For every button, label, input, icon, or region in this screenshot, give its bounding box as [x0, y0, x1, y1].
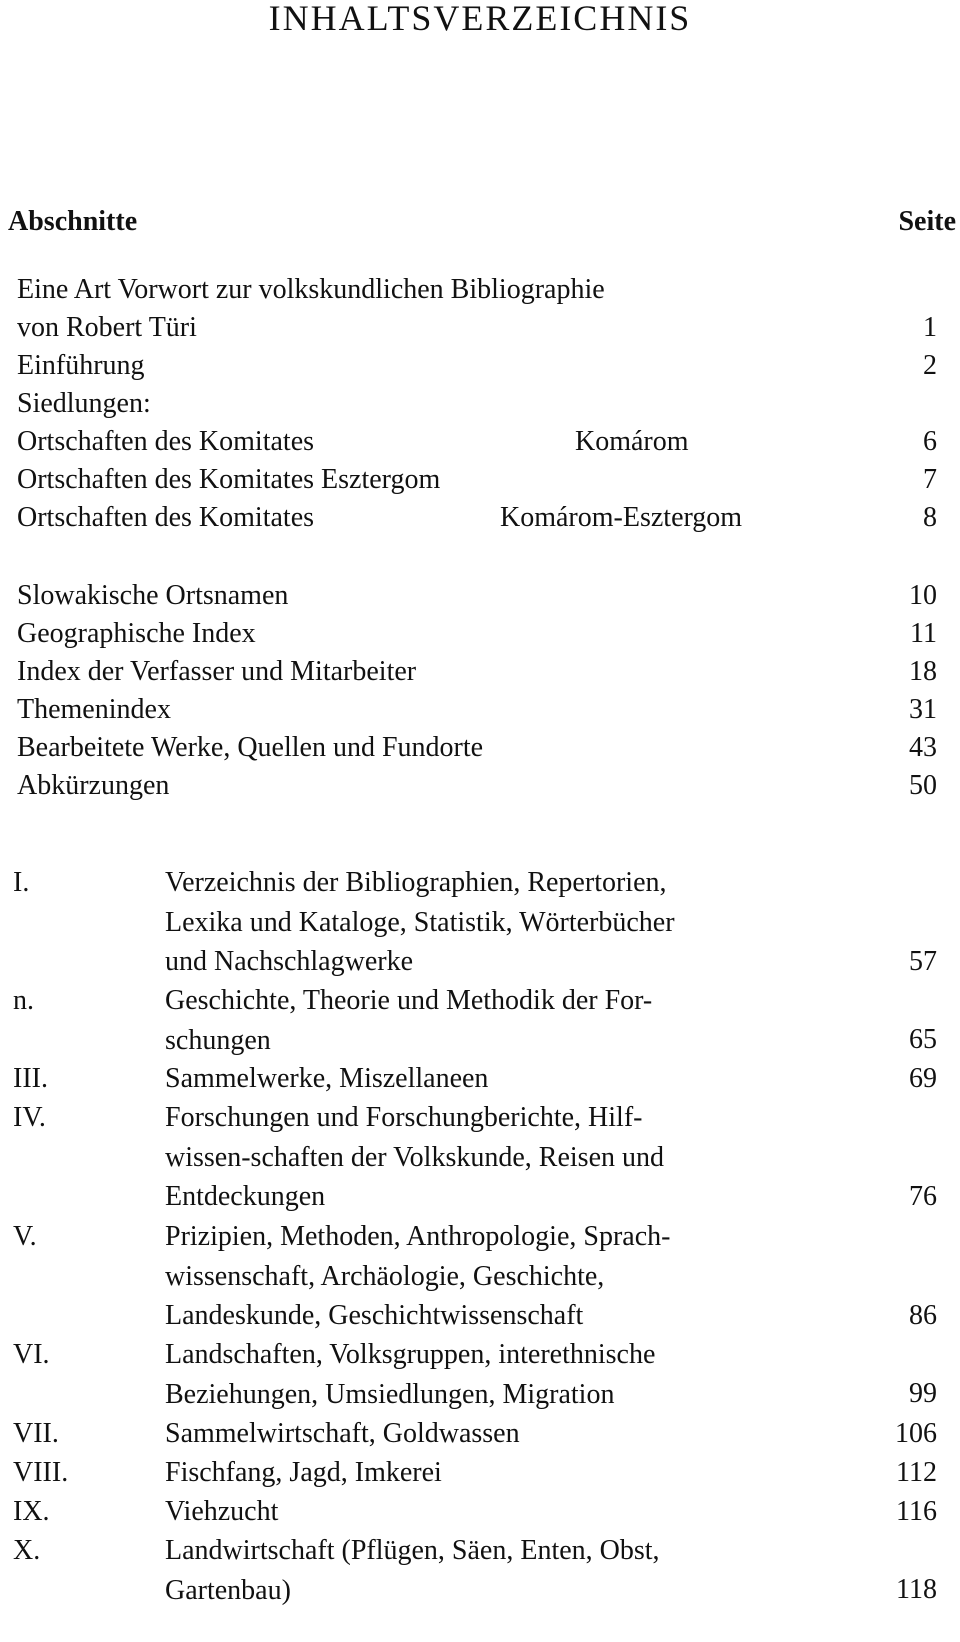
section-title-line: Forschungen und Forschungberichte, Hilf- — [165, 1102, 643, 1133]
toc-entry-page: 10 — [909, 580, 937, 611]
toc-entry-text: Index der Verfasser und Mitarbeiter — [17, 656, 417, 687]
section-page: 112 — [896, 1457, 937, 1488]
section-title-line: Sammelwerke, Miszellaneen — [165, 1063, 489, 1094]
section-number: VI. — [13, 1339, 50, 1370]
section-page: 99 — [909, 1378, 937, 1409]
section-number: IV. — [13, 1102, 46, 1133]
section-title-line: Beziehungen, Umsiedlungen, Migration — [165, 1378, 615, 1410]
section-title-line: Landschaften, Volksgruppen, interethnische — [165, 1339, 656, 1370]
toc-entry-text: Ortschaften des Komitates Esztergom — [17, 464, 441, 495]
column-header-page: Seite — [898, 206, 956, 237]
section-page: 116 — [896, 1496, 937, 1527]
toc-entry-text: Ortschaften des Komitates — [17, 426, 315, 457]
toc-entry — [0, 308, 960, 348]
section-number: IX. — [13, 1496, 50, 1527]
section-number: I. — [13, 867, 30, 898]
section-number: VII. — [13, 1418, 59, 1449]
toc-entry — [0, 422, 960, 462]
toc-entry-text: von Robert Türi — [17, 312, 197, 343]
section-page: 69 — [909, 1063, 937, 1094]
toc-entry — [0, 270, 960, 310]
toc-entry-text: Themenindex — [17, 694, 171, 725]
section-title-line: wissenschaft, Archäologie, Geschichte, — [165, 1260, 605, 1292]
section-page: 65 — [909, 1024, 937, 1055]
section-title-line: wissen-schaften der Volkskunde, Reisen und — [165, 1141, 664, 1173]
toc-entry-page: 50 — [909, 770, 937, 801]
section-title-line: Prizipien, Methoden, Anthropologie, Sprach- — [165, 1221, 671, 1252]
toc-entry — [0, 766, 960, 806]
section-page: 86 — [909, 1300, 937, 1331]
toc-entry — [0, 728, 960, 768]
toc-entry-text: Siedlungen: — [17, 388, 151, 419]
toc-entry-text: Geographische Index — [17, 618, 256, 649]
toc-entry-page: 18 — [909, 656, 937, 687]
section-page: 57 — [909, 946, 937, 977]
section-title — [165, 1414, 785, 1454]
toc-entry-text: Einführung — [17, 350, 145, 381]
section-title — [165, 1098, 785, 1217]
section-number: III. — [13, 1063, 48, 1094]
section-title-line: Gartenbau) — [165, 1574, 291, 1606]
toc-entry-text: Slowakische Ortsnamen — [17, 580, 289, 611]
section-title-line: Sammelwirtschaft, Goldwassen — [165, 1418, 520, 1449]
toc-entry-page: 6 — [923, 426, 937, 457]
section-title-line: Fischfang, Jagd, Imkerei — [165, 1457, 442, 1488]
section-title-line: Geschichte, Theorie und Methodik der For- — [165, 985, 653, 1016]
toc-entry-text: Eine Art Vorwort zur volkskundlichen Bibliographie — [17, 274, 605, 305]
section-title — [165, 1335, 785, 1414]
section-title-line: Lexika und Kataloge, Statistik, Wörterbücher — [165, 906, 675, 938]
toc-entry-county: Komárom-Esztergom — [500, 502, 743, 533]
section-title — [165, 1453, 785, 1493]
toc-entry-page: 2 — [923, 350, 937, 381]
toc-entry — [0, 576, 960, 616]
toc-entry-page: 31 — [909, 694, 937, 725]
section-title-line: Entdeckungen — [165, 1181, 326, 1212]
section-title-line: schungen — [165, 1024, 271, 1056]
section-title — [165, 1531, 785, 1610]
section-title-line: Verzeichnis der Bibliographien, Repertorien, — [165, 867, 667, 898]
toc-entry — [0, 652, 960, 692]
toc-entry-text: Bearbeitete Werke, Quellen und Fundorte — [17, 732, 484, 763]
section-number: VIII. — [13, 1457, 69, 1488]
toc-entry-page: 43 — [909, 732, 937, 763]
toc-entry-page: 7 — [923, 464, 937, 495]
toc-entry-page: 1 — [923, 312, 937, 343]
section-title — [165, 981, 785, 1060]
section-title-line: Viehzucht — [165, 1496, 279, 1527]
section-number: X. — [13, 1535, 41, 1566]
section-title — [165, 863, 785, 982]
toc-entry — [0, 346, 960, 386]
toc-entry — [0, 460, 960, 500]
section-title — [165, 1492, 785, 1532]
toc-entry — [0, 498, 960, 538]
column-header-sections: Abschnitte — [8, 206, 138, 237]
toc-entry-text: Abkürzungen — [17, 770, 170, 801]
toc-entry-text: Ortschaften des Komitates — [17, 502, 315, 533]
section-number: V. — [13, 1221, 37, 1252]
toc-entry — [0, 384, 960, 424]
toc-entry — [0, 614, 960, 654]
section-title-line: und Nachschlagwerke — [165, 946, 414, 977]
toc-entry-page: 8 — [923, 502, 937, 533]
section-page: 106 — [895, 1418, 937, 1449]
toc-entry-page: 11 — [910, 618, 937, 649]
section-page: 76 — [909, 1181, 937, 1212]
toc-entry — [0, 690, 960, 730]
section-title-line: Landwirtschaft (Pflügen, Säen, Enten, Obst, — [165, 1535, 660, 1566]
section-title — [165, 1059, 785, 1099]
toc-entry-county: Komárom — [575, 426, 689, 457]
section-title — [165, 1217, 785, 1336]
section-title-line: Landeskunde, Geschichtwissenschaft — [165, 1300, 584, 1331]
section-number: n. — [13, 985, 34, 1016]
section-page: 118 — [896, 1574, 937, 1605]
page-title: INHALTSVERZEICHNIS — [268, 0, 692, 38]
